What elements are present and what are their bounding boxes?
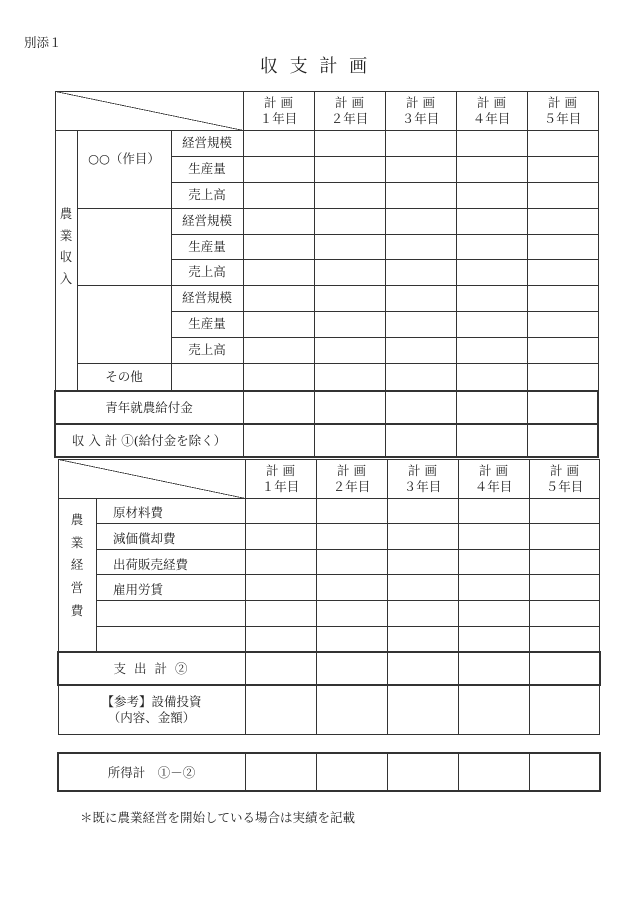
header-year-2: 計 画 ２年目 — [332, 463, 371, 494]
page-title: 収 支 計 画 — [259, 56, 371, 77]
row-label: 生産量 — [188, 239, 226, 255]
row-label: 売上高 — [188, 187, 226, 203]
row-label: 雇用労賃 — [113, 582, 164, 597]
header-year-3: 計 画 ３年目 — [403, 463, 442, 494]
row-label: 原材料費 — [113, 505, 164, 520]
row-label: 出荷販売経費 — [113, 557, 189, 572]
row-label: 売上高 — [188, 264, 226, 280]
row-label: 減価償却費 — [113, 531, 176, 546]
header-year-2: 計 画 ２年目 — [330, 95, 369, 126]
row-label: 経営規模 — [181, 135, 232, 151]
header-year-5: 計 画 ５年目 — [545, 463, 584, 494]
header-year-3: 計 画 ３年目 — [401, 95, 440, 126]
header-year-4: 計 画 ４年目 — [474, 463, 513, 494]
row-label: 経営規模 — [181, 213, 232, 229]
footnote: ＊既に農業経営を開始している場合は実績を記載 — [80, 810, 356, 825]
income-total-label: 収 入 計 ①(給付金を除く） — [71, 433, 227, 449]
youth-grant-label: 青年就農給付金 — [105, 400, 193, 416]
attachment-label: 別添１ — [24, 35, 62, 50]
row-label: 経営規模 — [181, 290, 232, 306]
reference-label: 【参考】設備投資 （内容、金額） — [101, 694, 202, 725]
expense-total-label: 支 出 計 ② — [113, 661, 190, 677]
row-label: 生産量 — [188, 316, 226, 332]
crop-name-label: ○○（作目） — [88, 151, 160, 167]
header-year-1: 計 画 １年目 — [259, 95, 298, 126]
income-result-label: 所得計 ①－② — [107, 764, 196, 780]
income-section-label: 農 業 収 入 — [59, 206, 73, 286]
header-year-4: 計 画 ４年目 — [472, 95, 511, 126]
header-year-5: 計 画 ５年目 — [543, 95, 582, 126]
other-row-label: その他 — [105, 369, 143, 385]
row-label: 売上高 — [188, 342, 226, 358]
row-label: 生産量 — [188, 161, 226, 177]
expense-section-label: 農 業 経 営 費 — [70, 512, 84, 618]
header-year-1: 計 画 １年目 — [261, 463, 300, 494]
